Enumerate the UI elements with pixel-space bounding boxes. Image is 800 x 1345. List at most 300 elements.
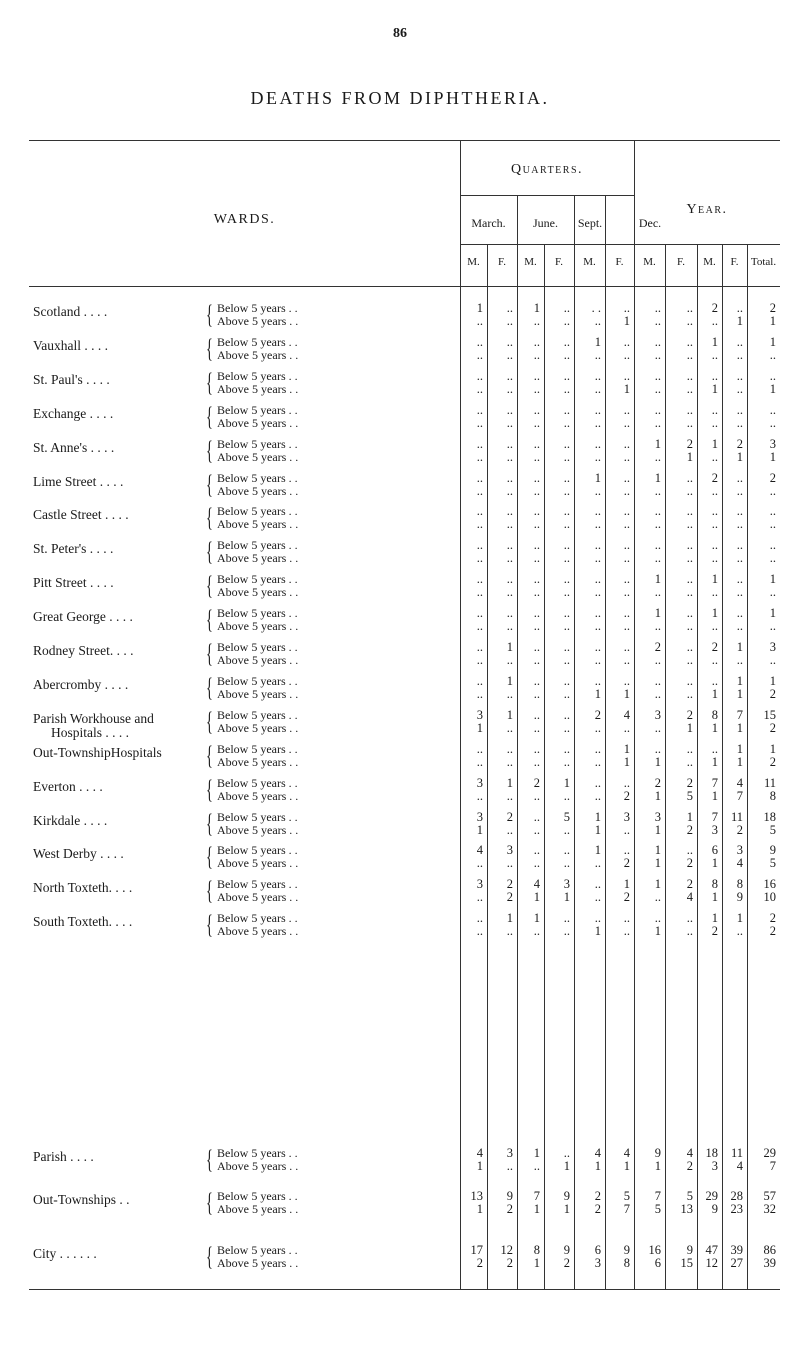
ward-name: St. Peter's . . . . bbox=[33, 541, 114, 557]
table-cell: 1 bbox=[686, 809, 693, 824]
ward-name: Great George . . . . bbox=[33, 609, 133, 625]
table-cell: .. bbox=[506, 856, 513, 871]
brace-icon: { bbox=[206, 503, 213, 533]
table-cell: .. bbox=[563, 572, 570, 587]
table-cell: .. bbox=[533, 368, 540, 383]
table-cell: .. bbox=[506, 754, 513, 769]
table-cell: .. bbox=[654, 890, 661, 905]
row-label-above: Above 5 years . . bbox=[217, 1202, 299, 1216]
table-cell: 1 bbox=[711, 606, 718, 621]
table-cell: .. bbox=[711, 483, 718, 498]
table-cell: .. bbox=[594, 754, 601, 769]
table-cell: .. bbox=[769, 415, 776, 430]
table-cell: 1 bbox=[594, 334, 601, 349]
table-cell: 3 bbox=[711, 822, 718, 837]
table-cell: 2 bbox=[769, 754, 776, 769]
table-cell: 2 bbox=[769, 686, 776, 701]
ward-name: Parish Workhouse and bbox=[33, 710, 154, 726]
table-cell: .. bbox=[686, 673, 693, 688]
mf-header-7: F. bbox=[677, 256, 685, 268]
row-label-above: Above 5 years . . bbox=[217, 551, 299, 566]
table-cell: 1 bbox=[623, 686, 630, 701]
table-cell: 11 bbox=[730, 1146, 743, 1160]
row-label-below: Below 5 years . . bbox=[217, 1146, 298, 1160]
table-top-rule bbox=[29, 140, 780, 141]
table-cell: .. bbox=[711, 415, 718, 430]
brace-icon: { bbox=[206, 367, 213, 397]
table-cell: .. bbox=[594, 911, 601, 926]
table-cell: .. bbox=[476, 504, 483, 519]
table-cell: .. bbox=[594, 368, 601, 383]
mf-header-1: F. bbox=[498, 256, 506, 268]
table-cell: .. bbox=[654, 347, 661, 362]
table-cell: .. bbox=[533, 585, 540, 600]
table-cell: 1 bbox=[476, 1159, 483, 1173]
table-cell: 2 bbox=[563, 1256, 570, 1270]
table-cell: .. bbox=[476, 381, 483, 396]
row-label-below: Below 5 years . . bbox=[217, 572, 298, 587]
table-cell: 8 bbox=[533, 1243, 540, 1257]
table-cell: 5 bbox=[654, 1202, 661, 1216]
table-cell: .. bbox=[594, 381, 601, 396]
table-cell: .. bbox=[533, 606, 540, 621]
table-cell: 1 bbox=[654, 436, 661, 451]
table-cell: 1 bbox=[736, 314, 743, 328]
table-cell: 9 bbox=[686, 1243, 693, 1257]
row-label-below: Below 5 years . . bbox=[217, 877, 298, 892]
table-cell: 3 bbox=[654, 707, 661, 722]
table-cell: .. bbox=[476, 856, 483, 871]
table-cell: .. bbox=[594, 640, 601, 654]
row-label-below: Below 5 years . . bbox=[217, 538, 298, 553]
table-cell: .. bbox=[506, 741, 513, 756]
table-cell: 9 bbox=[736, 890, 743, 905]
table-cell: .. bbox=[533, 572, 540, 587]
table-cell: 1 bbox=[711, 686, 718, 701]
table-bottom-rule bbox=[29, 1289, 780, 1290]
table-cell: .. bbox=[594, 538, 601, 553]
table-cell: .. bbox=[533, 640, 540, 654]
table-cell: .. bbox=[533, 754, 540, 769]
table-cell: 1 bbox=[506, 640, 513, 654]
table-cell: 1 bbox=[686, 449, 693, 464]
table-cell: 5 bbox=[623, 1189, 630, 1203]
table-cell: 1 bbox=[769, 449, 776, 464]
table-cell: 4 bbox=[476, 1146, 483, 1160]
table-cell: 1 bbox=[736, 686, 743, 701]
table-cell: 4 bbox=[736, 856, 743, 871]
table-cell: .. bbox=[506, 483, 513, 498]
table-cell: 4 bbox=[623, 707, 630, 722]
wards-header: WARDS. bbox=[213, 212, 276, 227]
table-cell: 5 bbox=[686, 788, 693, 803]
table-cell: .. bbox=[533, 741, 540, 756]
table-cell: .. bbox=[563, 788, 570, 803]
table-cell: 1 bbox=[623, 877, 630, 892]
table-cell: 2 bbox=[686, 1159, 693, 1173]
row-label-below: Below 5 years . . bbox=[217, 301, 298, 315]
year-header: Year. bbox=[686, 202, 728, 217]
quarter-header-1: June. bbox=[533, 216, 558, 230]
table-cell: .. bbox=[563, 653, 570, 667]
table-cell: .. bbox=[563, 436, 570, 451]
table-cell: .. bbox=[506, 924, 513, 939]
table-cell: .. bbox=[563, 754, 570, 769]
table-cell: 11 bbox=[730, 809, 743, 824]
row-label-above: Above 5 years . . bbox=[217, 1159, 299, 1173]
table-cell: .. bbox=[623, 470, 630, 485]
table-cell: .. bbox=[506, 368, 513, 383]
table-cell: .. bbox=[533, 1159, 540, 1173]
table-cell: 1 bbox=[654, 754, 661, 769]
table-cell: 12 bbox=[705, 1256, 718, 1270]
table-cell: .. bbox=[623, 673, 630, 688]
brace-icon: { bbox=[206, 333, 213, 363]
row-label-above: Above 5 years . . bbox=[217, 653, 299, 667]
table-cell: 2 bbox=[654, 640, 661, 654]
row-label-below: Below 5 years . . bbox=[217, 775, 298, 790]
table-cell: 8 bbox=[711, 707, 718, 722]
table-cell: .. bbox=[506, 720, 513, 735]
table-cell: .. bbox=[654, 415, 661, 430]
table-cell: 2 bbox=[623, 856, 630, 871]
table-cell: .. bbox=[623, 538, 630, 553]
row-label-above: Above 5 years . . bbox=[217, 856, 299, 871]
table-cell: .. bbox=[533, 538, 540, 553]
row-label-above: Above 5 years . . bbox=[217, 347, 299, 362]
table-cell: 27 bbox=[730, 1256, 743, 1270]
table-cell: .. bbox=[769, 402, 776, 417]
table-cell: 3 bbox=[476, 877, 483, 892]
table-cell: .. bbox=[654, 368, 661, 383]
row-label-below: Below 5 years . . bbox=[217, 640, 298, 654]
table-cell: 1 bbox=[711, 788, 718, 803]
table-cell: 2 bbox=[769, 301, 776, 315]
ward-name: North Toxteth. . . . bbox=[33, 880, 133, 896]
table-cell: .. bbox=[533, 470, 540, 485]
table-cell: .. bbox=[563, 585, 570, 600]
table-cell: .. bbox=[533, 415, 540, 430]
table-cell: .. bbox=[769, 551, 776, 566]
table-cell: .. bbox=[623, 415, 630, 430]
quarter-header-0: March. bbox=[471, 216, 506, 230]
table-cell: .. bbox=[686, 470, 693, 485]
table-cell: 3 bbox=[736, 843, 743, 858]
table-cell: 1 bbox=[594, 686, 601, 701]
table-cell: 7 bbox=[769, 1159, 776, 1173]
table-cell: 1 bbox=[476, 822, 483, 837]
row-label-below: Below 5 years . . bbox=[217, 402, 298, 417]
brace-icon: { bbox=[206, 401, 213, 431]
mf-header-6: M. bbox=[643, 256, 656, 268]
table-cell: .. bbox=[563, 368, 570, 383]
table-cell: 1 bbox=[736, 720, 743, 735]
table-cell: .. bbox=[736, 572, 743, 587]
table-cell: .. bbox=[654, 911, 661, 926]
table-cell: . . bbox=[591, 301, 601, 315]
table-cell: .. bbox=[686, 551, 693, 566]
brace-icon: { bbox=[206, 706, 213, 736]
table-cell: .. bbox=[563, 606, 570, 621]
table-cell: 3 bbox=[563, 877, 570, 892]
table-cell: .. bbox=[533, 449, 540, 464]
table-cell: .. bbox=[506, 686, 513, 701]
brace-icon: { bbox=[206, 300, 213, 329]
table-cell: .. bbox=[533, 720, 540, 735]
table-cell: .. bbox=[769, 347, 776, 362]
table-cell: 2 bbox=[686, 877, 693, 892]
table-cell: 3 bbox=[623, 809, 630, 824]
table-cell: .. bbox=[686, 741, 693, 756]
table-cell: .. bbox=[563, 334, 570, 349]
ward-name-cont: Hospitals . . . . bbox=[51, 724, 130, 740]
table-cell: 16 bbox=[648, 1243, 661, 1257]
table-cell: 1 bbox=[533, 301, 540, 315]
table-cell: .. bbox=[686, 504, 693, 519]
table-cell: .. bbox=[686, 619, 693, 634]
mf-header-5: F. bbox=[615, 256, 624, 268]
table-cell: 1 bbox=[686, 720, 693, 735]
row-label-below: Below 5 years . . bbox=[217, 334, 298, 349]
table-cell: .. bbox=[711, 673, 718, 688]
brace-icon: { bbox=[206, 672, 213, 702]
table-cell: .. bbox=[594, 517, 601, 532]
table-cell: .. bbox=[686, 640, 693, 654]
table-cell: 4 bbox=[686, 1146, 693, 1160]
table-cell: 1 bbox=[711, 856, 718, 871]
table-cell: 5 bbox=[769, 822, 776, 837]
mf-header-4: M. bbox=[583, 256, 596, 268]
ward-name: Lime Street . . . . bbox=[33, 473, 124, 489]
table-cell: 1 bbox=[654, 1159, 661, 1173]
table-cell: .. bbox=[769, 585, 776, 600]
row-label-below: Below 5 years . . bbox=[217, 1189, 298, 1203]
table-cell: .. bbox=[623, 775, 630, 790]
table-cell: .. bbox=[476, 788, 483, 803]
ward-name: St. Paul's . . . . bbox=[33, 371, 110, 387]
table-cell: 2 bbox=[506, 877, 513, 892]
table-cell: .. bbox=[563, 551, 570, 566]
table-cell: 1 bbox=[654, 822, 661, 837]
table-cell: .. bbox=[736, 517, 743, 532]
table-cell: .. bbox=[594, 741, 601, 756]
table-cell: 3 bbox=[769, 436, 776, 451]
table-cell: .. bbox=[563, 470, 570, 485]
table-cell: .. bbox=[686, 754, 693, 769]
ward-name: West Derby . . . . bbox=[33, 846, 124, 862]
table-cell: .. bbox=[533, 809, 540, 824]
table-cell: .. bbox=[476, 572, 483, 587]
table-cell: .. bbox=[476, 402, 483, 417]
row-label-above: Above 5 years . . bbox=[217, 619, 299, 634]
mf-header-3: F. bbox=[555, 256, 563, 268]
table-cell: .. bbox=[594, 619, 601, 634]
table-cell: .. bbox=[623, 843, 630, 858]
table-cell: .. bbox=[476, 741, 483, 756]
table-cell: .. bbox=[476, 415, 483, 430]
table-cell: .. bbox=[594, 504, 601, 519]
table-cell: .. bbox=[594, 483, 601, 498]
table-cell: .. bbox=[506, 436, 513, 451]
brace-icon: { bbox=[206, 842, 213, 872]
table-cell: .. bbox=[563, 504, 570, 519]
table-cell: .. bbox=[654, 673, 661, 688]
table-cell: .. bbox=[563, 415, 570, 430]
table-cell: 1 bbox=[563, 1159, 570, 1173]
table-cell: .. bbox=[533, 788, 540, 803]
table-cell: .. bbox=[686, 368, 693, 383]
page-title: DEATHS FROM DIPHTHERIA. bbox=[250, 88, 550, 108]
table-cell: 39 bbox=[730, 1243, 743, 1257]
table-cell: 3 bbox=[594, 1256, 601, 1270]
table-cell: 1 bbox=[594, 1159, 601, 1173]
row-label-above: Above 5 years . . bbox=[217, 314, 299, 328]
table-cell: 1 bbox=[711, 720, 718, 735]
row-label-above: Above 5 years . . bbox=[217, 720, 299, 735]
table-cell: 2 bbox=[769, 911, 776, 926]
table-cell: .. bbox=[594, 572, 601, 587]
table-cell: .. bbox=[736, 470, 743, 485]
table-cell: .. bbox=[686, 911, 693, 926]
table-cell: 1 bbox=[769, 572, 776, 587]
row-label-above: Above 5 years . . bbox=[217, 822, 299, 837]
table-cell: .. bbox=[563, 924, 570, 939]
table-cell: .. bbox=[594, 436, 601, 451]
table-cell: 15 bbox=[763, 707, 776, 722]
table-cell: .. bbox=[686, 415, 693, 430]
table-cell: 1 bbox=[769, 741, 776, 756]
row-label-below: Below 5 years . . bbox=[217, 911, 298, 926]
table-cell: 1 bbox=[623, 741, 630, 756]
table-cell: .. bbox=[506, 470, 513, 485]
table-cell: 2 bbox=[654, 775, 661, 790]
table-cell: 2 bbox=[711, 640, 718, 654]
table-cell: 1 bbox=[476, 301, 483, 315]
table-cell: 1 bbox=[623, 314, 630, 328]
row-label-above: Above 5 years . . bbox=[217, 1256, 299, 1270]
table-cell: 1 bbox=[506, 775, 513, 790]
table-cell: .. bbox=[476, 483, 483, 498]
row-label-above: Above 5 years . . bbox=[217, 890, 299, 905]
brace-icon: { bbox=[206, 774, 213, 804]
table-cell: .. bbox=[533, 673, 540, 688]
table-cell: .. bbox=[623, 368, 630, 383]
table-cell: .. bbox=[594, 347, 601, 362]
row-label-below: Below 5 years . . bbox=[217, 673, 298, 688]
table-cell: 17 bbox=[470, 1243, 483, 1257]
table-cell: .. bbox=[736, 368, 743, 383]
table-cell: .. bbox=[654, 538, 661, 553]
table-cell: .. bbox=[711, 551, 718, 566]
table-cell: 1 bbox=[563, 890, 570, 905]
table-cell: .. bbox=[476, 314, 483, 328]
table-cell: 28 bbox=[730, 1189, 743, 1203]
quarters-rule bbox=[460, 195, 634, 196]
table-cell: 1 bbox=[594, 843, 601, 858]
table-cell: 1 bbox=[506, 911, 513, 926]
table-cell: 9 bbox=[563, 1243, 570, 1257]
table-cell: .. bbox=[686, 653, 693, 667]
table-cell: 5 bbox=[769, 856, 776, 871]
table-cell: .. bbox=[623, 572, 630, 587]
table-cell: 1 bbox=[476, 1202, 483, 1216]
table-cell: 4 bbox=[736, 775, 743, 790]
table-cell: .. bbox=[476, 436, 483, 451]
table-cell: .. bbox=[736, 619, 743, 634]
table-cell: 12 bbox=[500, 1243, 513, 1257]
table-cell: 2 bbox=[686, 822, 693, 837]
table-cell: .. bbox=[711, 585, 718, 600]
table-cell: .. bbox=[736, 415, 743, 430]
table-cell: .. bbox=[623, 347, 630, 362]
row-label-below: Below 5 years . . bbox=[217, 741, 298, 756]
row-label-below: Below 5 years . . bbox=[217, 368, 298, 383]
table-cell: 29 bbox=[705, 1189, 718, 1203]
row-label-above: Above 5 years . . bbox=[217, 585, 299, 600]
table-cell: 13 bbox=[680, 1202, 693, 1216]
table-cell: .. bbox=[533, 551, 540, 566]
row-label-above: Above 5 years . . bbox=[217, 449, 299, 464]
table-cell: .. bbox=[533, 314, 540, 328]
table-cell: .. bbox=[686, 686, 693, 701]
row-label-above: Above 5 years . . bbox=[217, 517, 299, 532]
table-cell: .. bbox=[686, 402, 693, 417]
table-cell: .. bbox=[476, 653, 483, 667]
table-cell: .. bbox=[506, 415, 513, 430]
table-cell: .. bbox=[533, 822, 540, 837]
table-cell: .. bbox=[594, 314, 601, 328]
table-cell: 3 bbox=[476, 809, 483, 824]
row-label-below: Below 5 years . . bbox=[217, 843, 298, 858]
table-cell: .. bbox=[563, 314, 570, 328]
table-cell: 1 bbox=[654, 606, 661, 621]
table-cell: .. bbox=[533, 924, 540, 939]
table-cell: .. bbox=[533, 843, 540, 858]
table-cell: 2 bbox=[736, 822, 743, 837]
table-cell: .. bbox=[563, 856, 570, 871]
table-cell: 1 bbox=[563, 1202, 570, 1216]
table-cell: .. bbox=[563, 640, 570, 654]
table-cell: .. bbox=[563, 301, 570, 315]
table-cell: .. bbox=[654, 314, 661, 328]
table-cell: .. bbox=[506, 788, 513, 803]
row-label-below: Below 5 years . . bbox=[217, 1243, 298, 1257]
table-cell: .. bbox=[563, 673, 570, 688]
table-cell: .. bbox=[623, 911, 630, 926]
table-cell: .. bbox=[623, 924, 630, 939]
table-cell: 1 bbox=[533, 1202, 540, 1216]
brace-icon: { bbox=[206, 1145, 213, 1174]
table-cell: .. bbox=[686, 517, 693, 532]
ward-name: Castle Street . . . . bbox=[33, 507, 129, 523]
mf-header-8: M. bbox=[703, 256, 716, 268]
table-cell: .. bbox=[623, 517, 630, 532]
table-cell: 7 bbox=[736, 788, 743, 803]
table-cell: .. bbox=[506, 301, 513, 315]
table-cell: .. bbox=[476, 754, 483, 769]
table-cell: .. bbox=[506, 504, 513, 519]
table-cell: 2 bbox=[686, 436, 693, 451]
table-cell: 86 bbox=[763, 1243, 776, 1257]
table-cell: .. bbox=[594, 402, 601, 417]
table-cell: 9 bbox=[563, 1189, 570, 1203]
table-cell: .. bbox=[563, 707, 570, 722]
table-cell: 16 bbox=[763, 877, 776, 892]
table-cell: .. bbox=[654, 301, 661, 315]
quarter-header-2: Sept. bbox=[577, 216, 603, 230]
row-label-above: Above 5 years . . bbox=[217, 381, 299, 396]
table-cell: 1 bbox=[711, 436, 718, 451]
